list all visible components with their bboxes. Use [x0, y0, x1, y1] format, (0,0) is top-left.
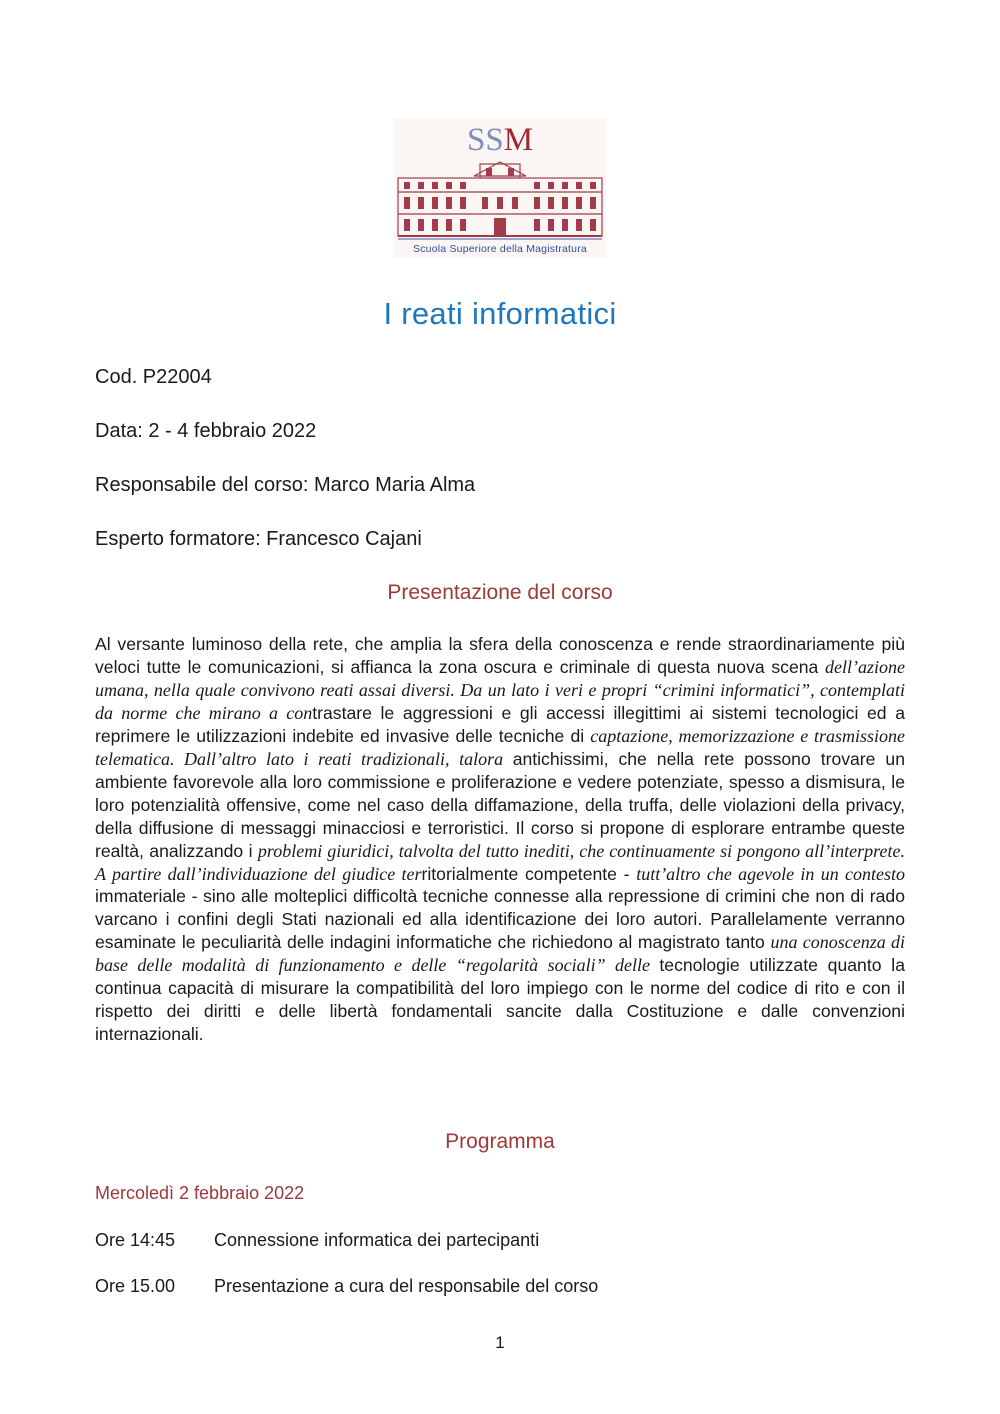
logo-acronym-m: M — [503, 122, 534, 158]
course-expert: Esperto formatore: Francesco Cajani — [95, 528, 422, 550]
program-activity: Connessione informatica dei partecipanti — [214, 1230, 540, 1250]
ssm-logo — [394, 118, 606, 258]
program-row — [95, 1276, 598, 1297]
paragraph-segment: trastare le aggressioni e gli accessi illegittimi ai sistemi tecnologici ed a reprimere le utilizzazioni indebite ed invasive delle tecniche di — [95, 702, 906, 746]
course-manager: Responsabile del corso: Marco Maria Alma — [95, 474, 476, 496]
paragraph-segment-italic: tutt’altro che agevole in un contesto — [636, 863, 905, 884]
ssm-building-emblem — [394, 118, 606, 258]
paragraph-segment-italic: captazione, memorizzazione e trasmissione telematica. Dall’altro lato i reati tradizionali, talora — [95, 725, 905, 769]
program-activity: Presentazione a cura del responsabile del corso — [214, 1276, 599, 1296]
paragraph-segment-italic: dell’azione umana, nella quale convivono reati assai diversi. Da un lato i veri e propri “crimini informatici”, contemplati da norme che mirano a con — [95, 656, 905, 723]
course-date: Data: 2 - 4 febbraio 2022 — [95, 420, 317, 442]
paragraph-segment-italic: problemi giuridici, talvolta del tutto inediti, che continuamente si pongono all’interprete. A partire dall’individuazione del giudice ter — [95, 840, 905, 884]
paragraph-segment: tecnologie utilizzate quanto la continua capacità di misurare la compatibilità del loro impiego con le norme del codice di rito e con il rispetto dei diritti e delle libertà fondamentali sancite dalla Costituzione e dalle convenzioni internazionali. — [95, 955, 905, 1045]
program-time: Ore 15.00 — [95, 1276, 176, 1296]
course-code: Cod. P22004 — [95, 366, 212, 388]
program-time: Ore 14:45 — [95, 1230, 176, 1250]
logo-subtitle: Scuola Superiore della Magistratura — [413, 243, 587, 255]
document-title: I reati informatici — [383, 296, 617, 331]
presentation-paragraph — [95, 633, 905, 1046]
paragraph-segment: Al versante luminoso della rete, che amplia la sfera della conoscenza e rende straordinariamente più veloci tutte le comunicazioni, si affianca la zona oscura e criminale di questa nuova scena — [95, 634, 905, 677]
program-row — [95, 1230, 539, 1251]
page-number: 1 — [495, 1333, 505, 1352]
logo-acronym-ss: SS — [466, 122, 504, 158]
paragraph-segment-italic: una conoscenza di base delle modalità di funzionamento e delle “regolarità sociali” delle — [95, 932, 905, 976]
presentation-heading: Presentazione del corso — [387, 581, 613, 604]
svg-text:SSM — [467, 122, 533, 158]
paragraph-segment: antichissimi, che nella rete possono trovare un ambiente favorevole alla loro commissione e proliferazione e vedere potenziate, spesso a dismisura, le loro potenzialità offensive, come nel caso della diffamazione, della truffa, delle violazioni della privacy, della diffusione di messaggi minacciosi e terroristici. Il corso si propone di esplorare entrambe queste realtà, analizzando i — [95, 748, 905, 861]
program-heading: Programma — [445, 1130, 555, 1153]
program-day-heading: Mercoledì 2 febbraio 2022 — [95, 1183, 305, 1203]
paragraph-segment: immateriale - sino alle molteplici difficoltà tecniche connesse alla repressione di crimini che non di rado varcano i confini degli Stati nazionali ed alla identificazione dei loro autori. Parallelamente verranno esaminate le peculiarità delle indagini informatiche che richiedono al magistrato tanto — [95, 886, 905, 953]
paragraph-segment: ritorialmente competente - — [421, 863, 637, 884]
